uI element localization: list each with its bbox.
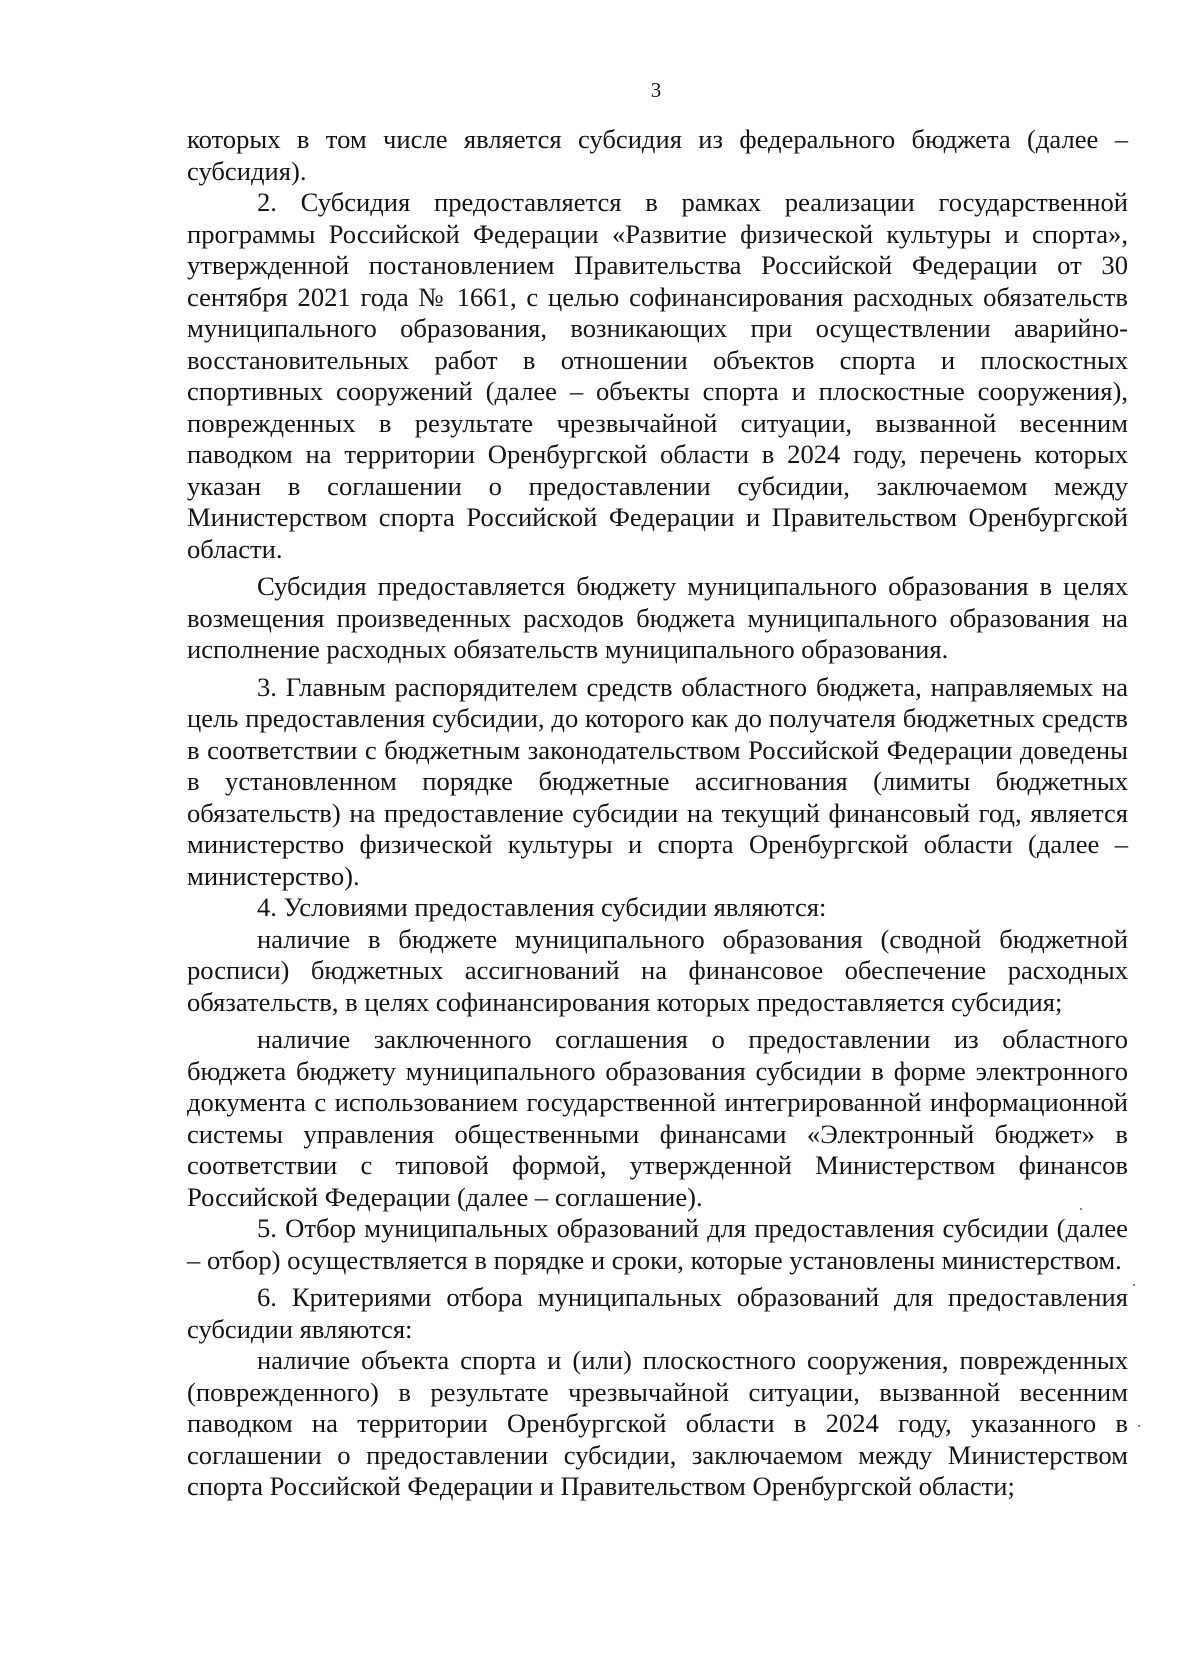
paragraph-item-4: 4. Условиями предоставления субсидии являются:	[257, 892, 827, 922]
paragraph-subsidy-purpose: Субсидия предоставляется бюджету муниципального образования в целях возмещения произведенных расходов бюджета муниципального образования на исполнение расходных обязательств муниципального образования.	[187, 571, 1128, 664]
paragraph-item-3: 3. Главным распорядителем средств областного бюджета, направляемых на цель предоставления субсидии, до которого как до получателя бюджетных средств в соответствии с бюджетным законодательством Российской Федерации доведены в установленном порядке бюджетные ассигнования (лимиты бюджетных обязательств) на предоставление субсидии на текущий финансовый год, является министерство физической культуры и спорта Оренбургской области (далее – министерство).	[187, 671, 1128, 891]
paragraph-condition-agreement: наличие заключенного соглашения о предоставлении из областного бюджета бюджету муниципального образования субсидии в форме электронного документа с использованием государственной интегрированной информационной системы управления общественными финансами «Электронный бюджет» в соответствии с типовой формой, утвержденной Министерством финансов Российской Федерации (далее – соглашение).	[187, 1024, 1128, 1212]
paragraph-condition-budget: наличие в бюджете муниципального образования (сводной бюджетной росписи) бюджетных ассигнований на финансовое обеспечение расходных обязательств, в целях софинансирования которых предоставляется субсидия;	[187, 923, 1128, 1017]
scan-speck	[1080, 1208, 1082, 1210]
paragraph-item-6: 6. Критериями отбора муниципальных образований для предоставления субсидии являются:	[187, 1282, 1128, 1344]
paragraph-item-5: 5. Отбор муниципальных образований для предоставления субсидии (далее – отбор) осуществляется в порядке и сроки, которые установлены министерством.	[187, 1213, 1128, 1275]
scan-speck	[1138, 1425, 1140, 1427]
page-number: 3	[650, 78, 662, 102]
paragraph-subsidy-definition: которых в том числе является субсидия из федерального бюджета (далее – субсидия).	[187, 124, 1128, 186]
scan-speck	[1133, 1284, 1135, 1286]
paragraph-criteria: наличие объекта спорта и (или) плоскостного сооружения, поврежденных (поврежденного) в результате чрезвычайной ситуации, вызванной весенним паводком на территории Оренбургской области в 2024 году, указанного в соглашении о предоставлении субсидии, заключаемом между Министерством спорта Российской Федерации и Правительством Оренбургской области;	[187, 1345, 1128, 1501]
document-body	[187, 124, 1128, 1503]
paragraph-item-2: 2. Субсидия предоставляется в рамках реализации государственной программы Российской Федерации «Развитие физической культуры и спорта», утвержденной постановлением Правительства Российской Федерации от 30 сентября 2021 года № 1661, с целью софинансирования расходных обязательств муниципального образования, возникающих при осуществлении аварийно-восстановительных работ в отношении объектов спорта и плоскостных спортивных сооружений (далее – объекты спорта и плоскостные сооружения), поврежденных в результате чрезвычайной ситуации, вызванной весенним паводком на территории Оренбургской области в 2024 году, перечень которых указан в соглашении о предоставлении субсидии, заключаемом между Министерством спорта Российской Федерации и Правительством Оренбургской области.	[187, 187, 1128, 564]
